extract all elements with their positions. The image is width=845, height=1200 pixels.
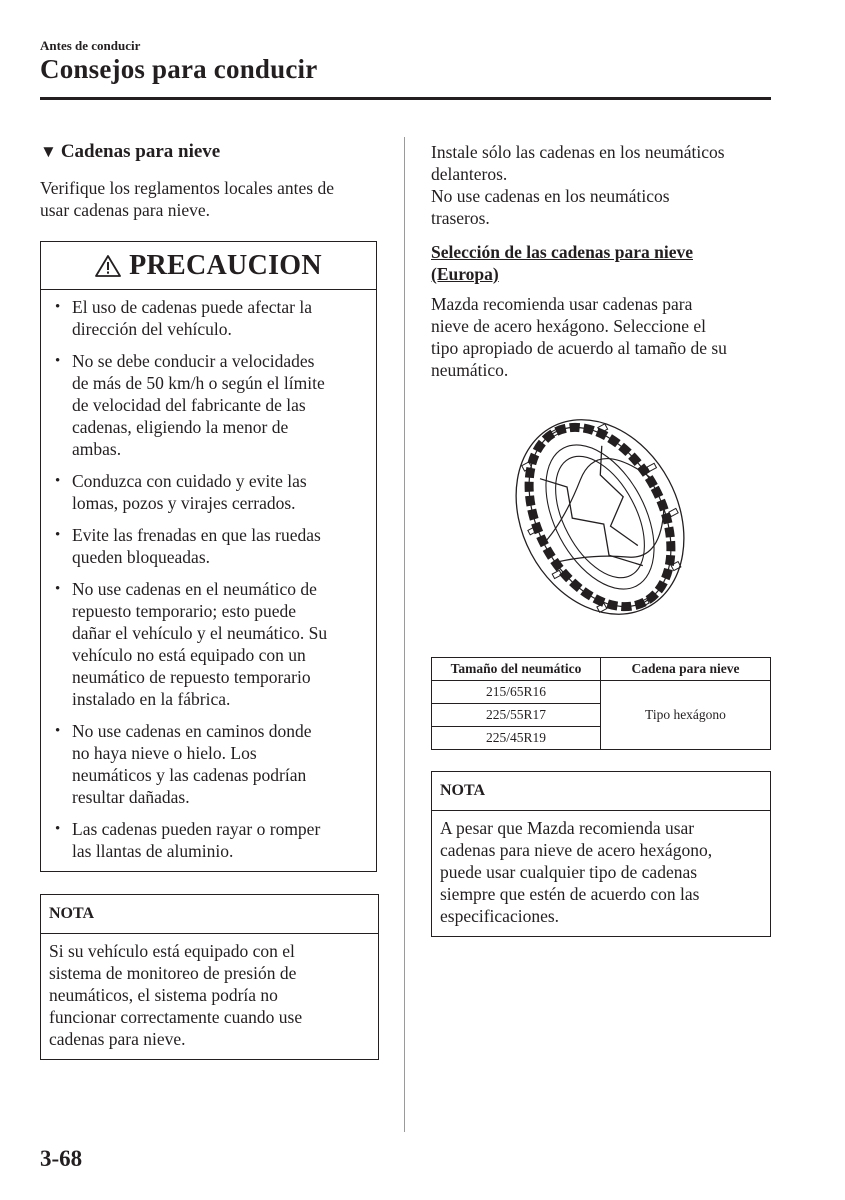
caution-item xyxy=(55,524,373,568)
note-line: puede usar cualquier tipo de cadenas xyxy=(440,862,698,882)
note-line: A pesar que Mazda recomienda usar xyxy=(440,818,695,838)
caution-line: las llantas de aluminio. xyxy=(72,841,234,861)
caution-line: vehículo no está equipado con un xyxy=(72,645,306,665)
left-note-box xyxy=(40,894,379,1060)
bullet-icon: • xyxy=(55,353,61,369)
tire-size-cell: 225/45R19 xyxy=(432,727,601,750)
caution-line: cadenas, eligiendo la menor de xyxy=(72,417,289,437)
caution-line: lomas, pozos y virajes cerrados. xyxy=(72,493,296,513)
caution-list xyxy=(55,296,373,872)
caution-title: PRECAUCION xyxy=(129,249,322,281)
caution-line: neumáticos y las cadenas podrían xyxy=(72,765,307,785)
right-intro xyxy=(431,141,776,229)
chapter-kicker: Antes de conducir xyxy=(40,38,141,53)
caution-line: El uso de cadenas puede afectar la xyxy=(72,297,313,317)
caution-line: de más de 50 km/h o según el límite xyxy=(72,373,325,393)
caution-item xyxy=(55,296,373,340)
section-heading-text: Cadenas para nieve xyxy=(60,141,221,162)
note-line: cadenas para nieve. xyxy=(49,1029,186,1049)
caution-line: Evite las frenadas en que las ruedas xyxy=(72,525,321,545)
caution-item xyxy=(55,350,373,460)
tire-chain-table xyxy=(431,657,771,750)
right-body-line: Mazda recomienda usar cadenas para xyxy=(431,294,693,314)
note-line: funcionar correctamente cuando use xyxy=(49,1007,303,1027)
left-intro-line: Verifique los reglamentos locales antes de xyxy=(40,178,334,198)
caution-line: de velocidad del fabricante de las xyxy=(72,395,306,415)
subheading-line: Selección de las cadenas para nieve xyxy=(431,242,693,262)
caution-line: repuesto temporario; esto puede xyxy=(72,601,297,621)
right-intro-line: traseros. xyxy=(431,208,490,228)
caution-line: ambas. xyxy=(72,439,122,459)
caution-line: No use cadenas en el neumático de xyxy=(72,579,317,599)
europe-subheading xyxy=(431,241,693,285)
caution-item xyxy=(55,578,373,710)
caution-line: no haya nieve o hielo. Los xyxy=(72,743,257,763)
note-line: especificaciones. xyxy=(440,906,560,926)
note-line: cadenas para nieve de acero hexágono, xyxy=(440,840,713,860)
left-note-title: NOTA xyxy=(41,895,378,934)
caution-line: dirección del vehículo. xyxy=(72,319,232,339)
bullet-icon: • xyxy=(55,473,61,489)
chain-type-cell: Tipo hexágono xyxy=(601,681,771,750)
right-note-body xyxy=(432,811,770,927)
bullet-icon: • xyxy=(55,723,61,739)
left-intro-line: usar cadenas para nieve. xyxy=(40,200,211,220)
right-note-title: NOTA xyxy=(432,772,770,811)
subheading-line: (Europa) xyxy=(431,264,499,284)
caution-line: Las cadenas pueden rayar o romper xyxy=(72,819,321,839)
caution-line: No use cadenas en caminos donde xyxy=(72,721,312,741)
caution-line: dañar el vehículo y el neumático. Su xyxy=(72,623,328,643)
caution-line: neumático de repuesto temporario xyxy=(72,667,311,687)
warning-triangle-icon xyxy=(95,254,121,278)
right-intro-line: No use cadenas en los neumáticos xyxy=(431,186,670,206)
page-title: Consejos para conducir xyxy=(40,54,318,84)
left-note-body xyxy=(41,934,378,1050)
section-heading xyxy=(40,141,220,163)
right-body xyxy=(431,293,776,381)
bullet-icon: • xyxy=(55,581,61,597)
right-body-line: tipo apropiado de acuerdo al tamaño de su xyxy=(431,338,727,358)
caution-line: Conduzca con cuidado y evite las xyxy=(72,471,307,491)
right-note-box xyxy=(431,771,771,937)
table-header-tire-size: Tamaño del neumático xyxy=(432,658,601,681)
right-body-line: nieve de acero hexágono. Seleccione el xyxy=(431,316,707,336)
caution-line: resultar dañadas. xyxy=(72,787,190,807)
triangle-marker-icon: ▼ xyxy=(40,142,57,161)
page-number: 3-68 xyxy=(40,1146,83,1171)
caution-header xyxy=(41,242,376,290)
left-intro xyxy=(40,177,385,221)
caution-item xyxy=(55,818,373,862)
table-header-chain: Cadena para nieve xyxy=(601,658,771,681)
note-line: siempre que estén de acuerdo con las xyxy=(440,884,700,904)
tire-size-cell: 225/55R17 xyxy=(432,704,601,727)
note-line: Si su vehículo está equipado con el xyxy=(49,941,295,961)
bullet-icon: • xyxy=(55,821,61,837)
bullet-icon: • xyxy=(55,299,61,315)
right-body-line: neumático. xyxy=(431,360,509,380)
caution-line: queden bloqueadas. xyxy=(72,547,211,567)
caution-line: instalado en la fábrica. xyxy=(72,689,231,709)
note-line: neumáticos, el sistema podría no xyxy=(49,985,278,1005)
right-intro-line: Instale sólo las cadenas en los neumáticos xyxy=(431,142,725,162)
caution-box xyxy=(40,241,377,872)
bullet-icon: • xyxy=(55,527,61,543)
title-rule xyxy=(40,97,771,100)
table-header-row xyxy=(432,658,771,681)
caution-item xyxy=(55,470,373,514)
table-row xyxy=(432,681,771,704)
note-line: sistema de monitoreo de presión de xyxy=(49,963,297,983)
snow-chain-tire-illustration xyxy=(505,415,695,620)
caution-item xyxy=(55,720,373,808)
tire-size-cell: 215/65R16 xyxy=(432,681,601,704)
caution-line: No se debe conducir a velocidades xyxy=(72,351,315,371)
column-divider xyxy=(404,137,405,1132)
right-intro-line: delanteros. xyxy=(431,164,508,184)
